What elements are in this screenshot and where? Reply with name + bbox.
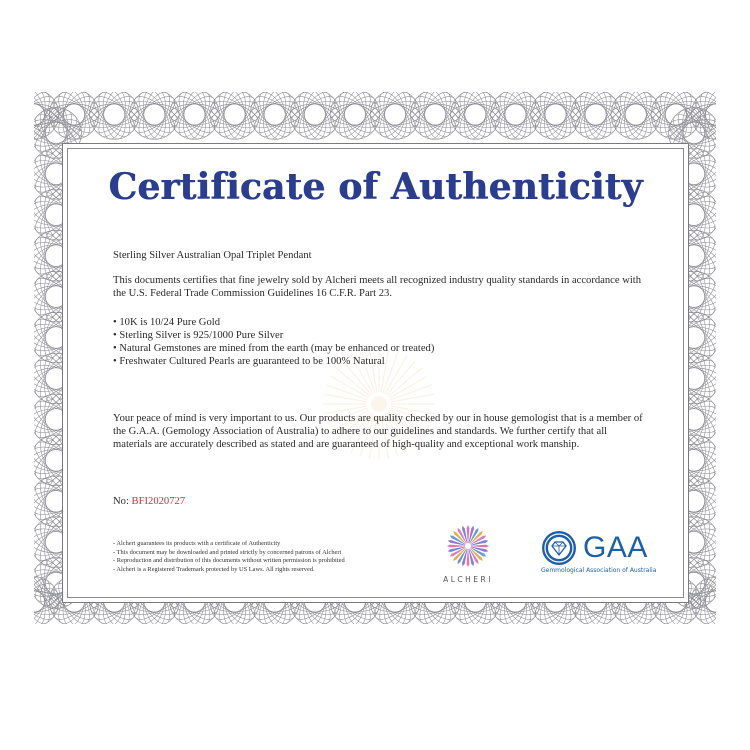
gaa-letters: GAA <box>583 531 648 564</box>
list-item: - Alcheri is a Registered Trademark protected by US Laws. All rights reserved. <box>113 565 315 573</box>
alcheri-wordmark: ALCHERI <box>443 575 493 584</box>
intro-paragraph: This documents certifies that fine jewelry sold by Alcheri meets all recognized industry quality standards in accordance with the U.S. Federal Trade Commission Guidelines 16 C.F.R. Part 23. <box>113 275 642 299</box>
list-item: • Natural Gemstones are mined from the earth (may be enhanced or treated) <box>113 343 435 354</box>
product-name: Sterling Silver Australian Opal Triplet Pendant <box>113 250 312 261</box>
certificate-number-label: No: <box>113 496 129 507</box>
certificate-number-value: BFI2020727 <box>131 496 186 507</box>
list-item: - Reproduction and distribution of this documents without written permission is prohibited <box>113 557 345 565</box>
list-item: - This document may be downloaded and printed strictly by concerned patrons of Alcheri <box>113 548 342 556</box>
alcheri-logo <box>433 524 503 584</box>
footnotes-list <box>113 540 433 574</box>
gaa-seal-icon <box>541 530 577 566</box>
assurance-paragraph: Your peace of mind is very important to us. Our products are quality checked by our in house gemologist that is a member of the G.A.A. (Gemology Association of Australia) to adhere to our guidelines and standards. We further certify that all materials are accurately described as stated and are guaranteed of high-quality and exceptional work manship. <box>113 413 643 450</box>
standards-list <box>113 316 643 368</box>
list-item: - Alcheri guarantees its products with a certificate of Authenticity <box>113 540 281 547</box>
list-item: • 10K is 10/24 Pure Gold <box>113 317 220 328</box>
certificate-number <box>113 496 185 507</box>
gaa-logo <box>541 530 681 574</box>
certificate-title: Certificate of Authenticity <box>108 166 643 208</box>
alcheri-star-logo-icon <box>446 524 490 568</box>
certificate-paper <box>62 143 689 603</box>
gaa-subtitle: Gemmological Association of Australia <box>541 567 657 574</box>
list-item: • Freshwater Cultured Pearls are guaranteed to be 100% Natural <box>113 356 385 367</box>
list-item: • Sterling Silver is 925/1000 Pure Silver <box>113 330 284 341</box>
